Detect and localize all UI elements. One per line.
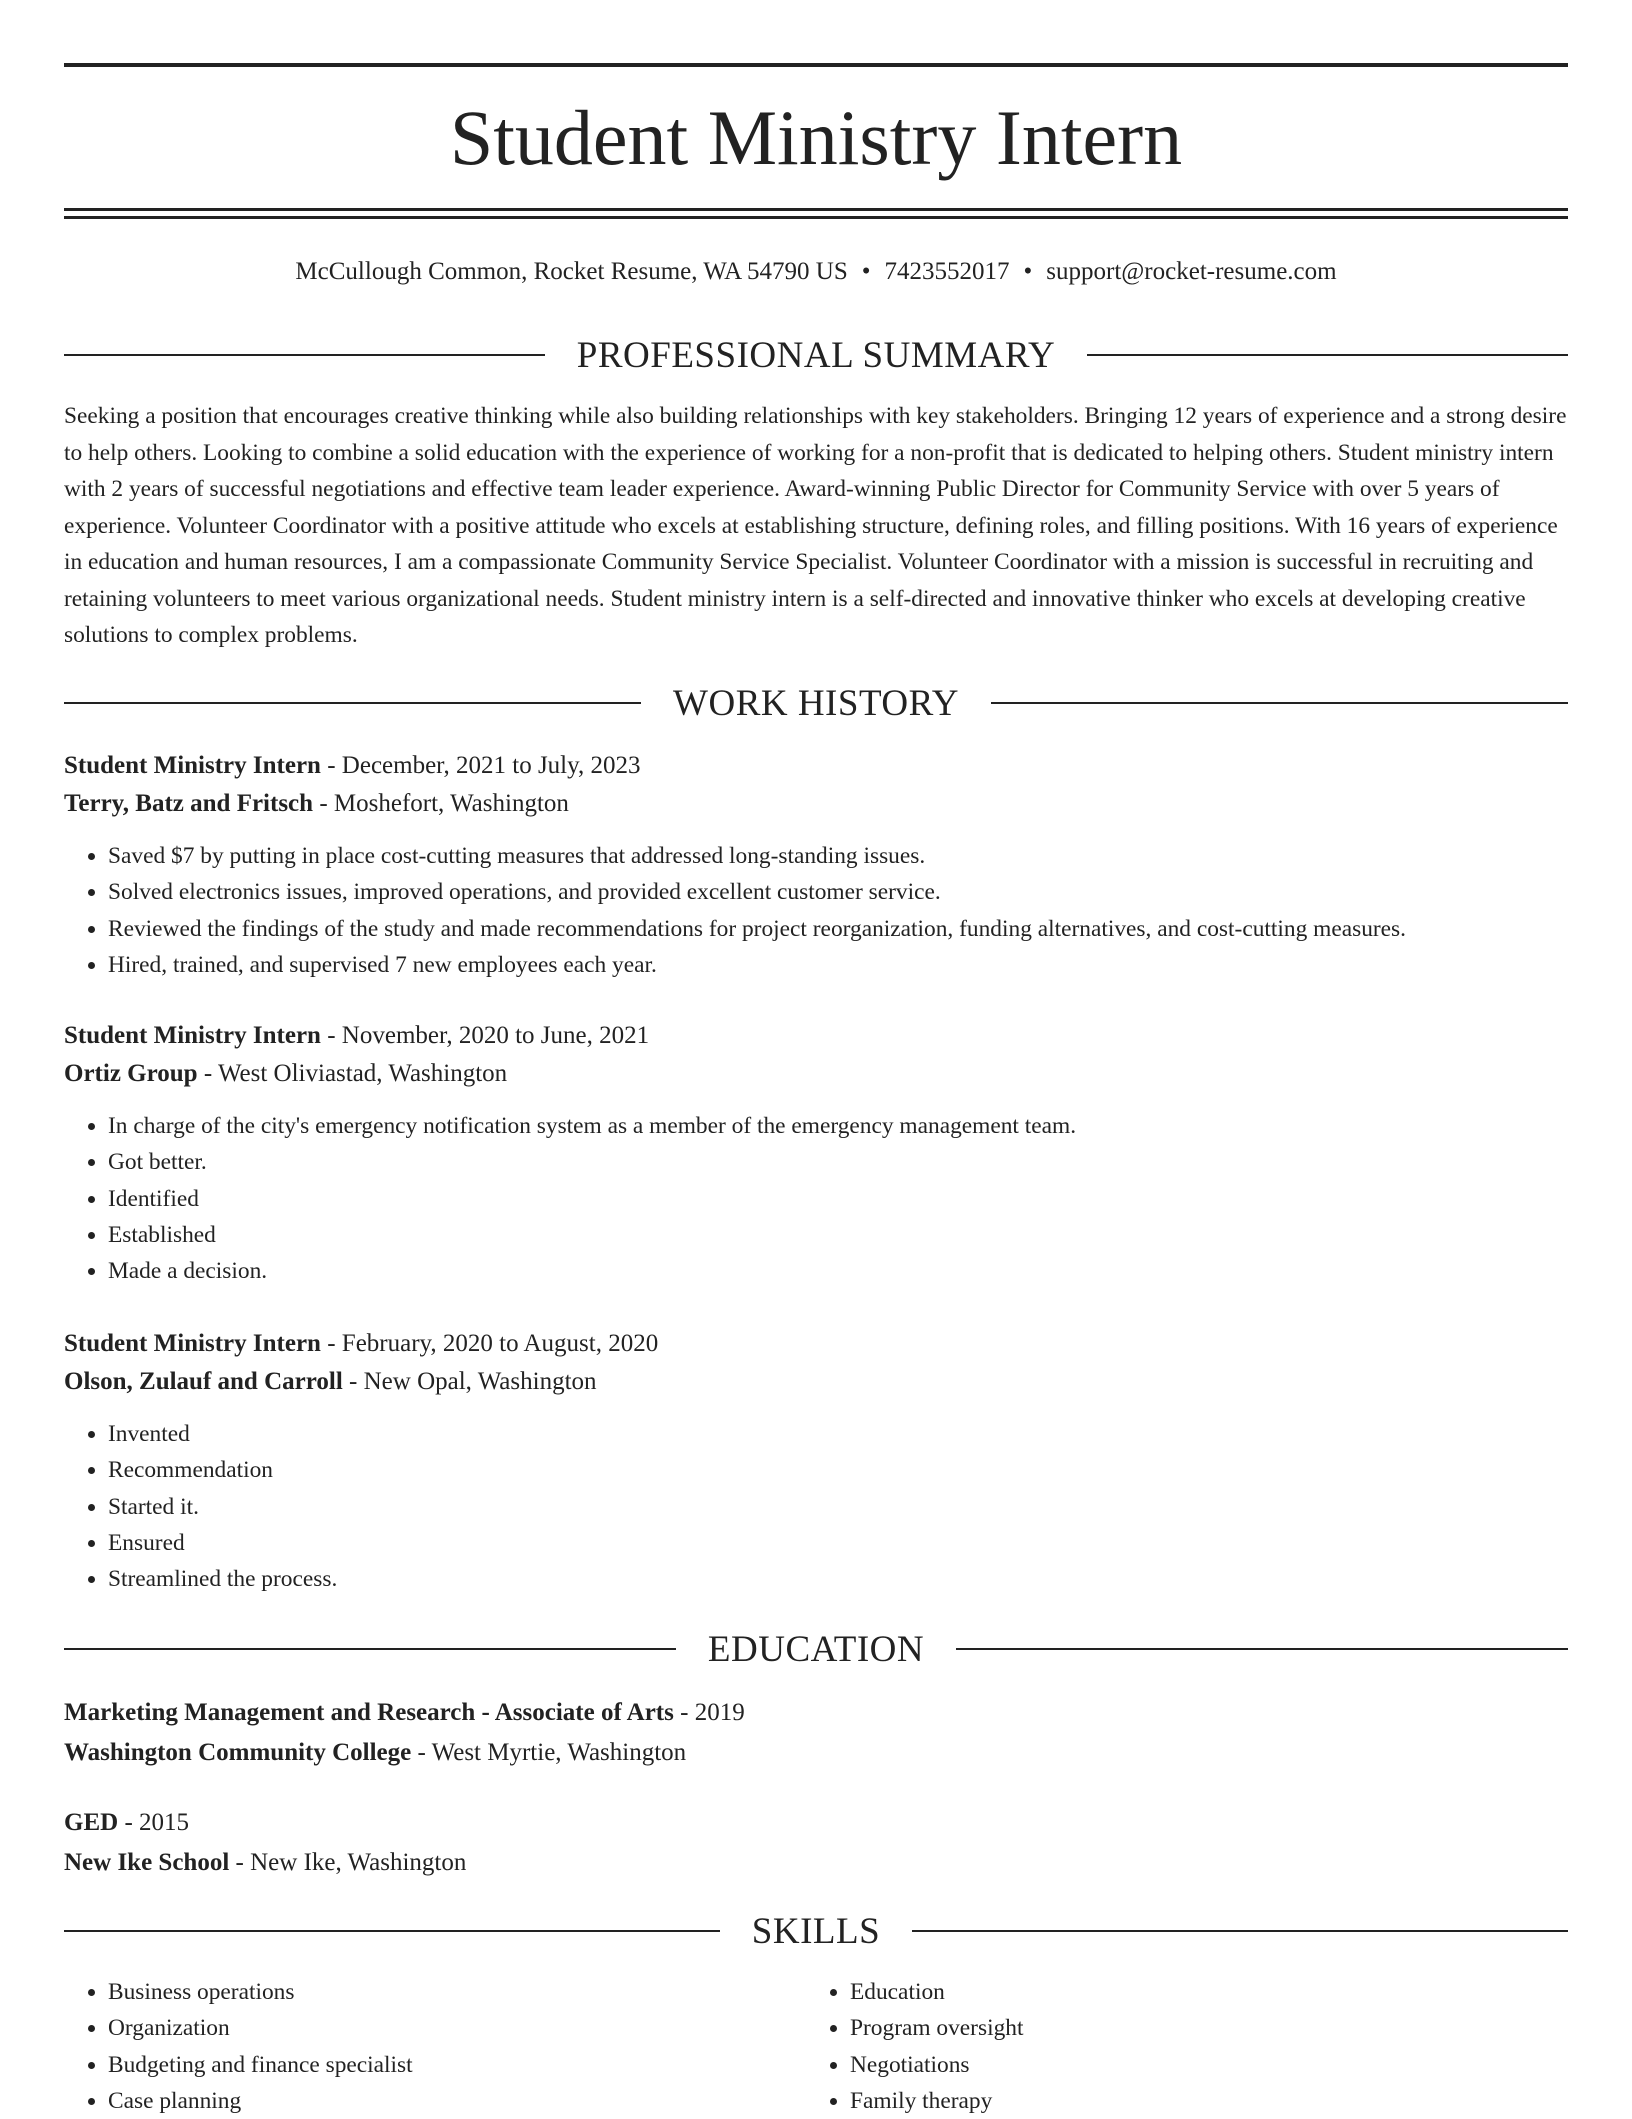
skill-item: • Budgeting and finance specialist — [108, 2047, 764, 2083]
title-rule-upper — [64, 208, 1568, 211]
job-bullets — [64, 1416, 1568, 1597]
heading-rule — [1087, 354, 1568, 356]
job-company: Ortiz Group — [64, 1060, 198, 1087]
job-dates: November, 2020 to June, 2021 — [341, 1022, 650, 1049]
contact-separator: • — [861, 258, 871, 285]
job-title: Student Ministry Intern — [64, 752, 321, 779]
job-location: Moshefort, Washington — [333, 790, 569, 817]
skills-list — [806, 1974, 1506, 2119]
job-entry — [64, 747, 1568, 983]
skills-section-heading — [64, 1906, 1568, 1956]
education-entry — [64, 1694, 1568, 1772]
list-item: • Hired, trained, and supervised 7 new employees each year. — [108, 947, 1568, 983]
job-title: Student Ministry Intern — [64, 1022, 321, 1049]
top-rule — [64, 63, 1568, 67]
education-degree: Marketing Management and Research - Associate of Arts — [64, 1699, 674, 1726]
skill-item: • Organization — [108, 2010, 764, 2046]
section-title: SKILLS — [751, 1910, 881, 1952]
list-item: • Reviewed the findings of the study and made recommendations for project reorganization, funding alternatives, and cost-cutting measures. — [108, 911, 1568, 947]
list-item: • Ensured — [108, 1525, 1568, 1561]
job-entry — [64, 1325, 1568, 1597]
job-location: New Opal, Washington — [363, 1368, 597, 1395]
skill-item: • Family therapy — [850, 2083, 1506, 2119]
skills-list — [64, 1974, 764, 2119]
education-entry — [64, 1804, 1568, 1882]
title-rule-lower — [64, 216, 1568, 219]
heading-rule — [64, 1648, 676, 1650]
section-title: PROFESSIONAL SUMMARY — [576, 334, 1056, 376]
skills-column-right — [806, 1974, 1506, 2119]
job-employer: Terry, Batz and Fritsch - Moshefort, Washington — [64, 790, 569, 817]
contact-email: support@rocket-resume.com — [1046, 258, 1337, 285]
skill-item: • Case planning — [108, 2083, 764, 2119]
heading-rule — [64, 1930, 720, 1932]
summary-section-heading — [64, 330, 1568, 380]
job-company: Terry, Batz and Fritsch — [64, 790, 314, 817]
heading-rule — [912, 1930, 1568, 1932]
section-title: WORK HISTORY — [673, 682, 959, 724]
work-section-heading — [64, 678, 1568, 728]
education-year: 2019 — [694, 1699, 745, 1726]
list-item: • Saved $7 by putting in place cost-cutting measures that addressed long-standing issues. — [108, 838, 1568, 874]
education-location: West Myrtie, Washington — [431, 1739, 687, 1766]
education-heading: GED - 2015 — [64, 1809, 190, 1836]
heading-rule — [956, 1648, 1568, 1650]
job-dates: February, 2020 to August, 2020 — [341, 1330, 659, 1357]
education-heading: Marketing Management and Research - Associate of Arts - 2019 — [64, 1699, 745, 1726]
list-item: • Recommendation — [108, 1452, 1568, 1488]
education-section-heading — [64, 1624, 1568, 1674]
list-item: • Invented — [108, 1416, 1568, 1452]
skill-item: • Business operations — [108, 1974, 764, 2010]
job-entry — [64, 1017, 1568, 1289]
job-employer: Ortiz Group - West Oliviastad, Washington — [64, 1060, 508, 1087]
job-bullets — [64, 838, 1568, 983]
job-heading: Student Ministry Intern - December, 2021 to July, 2023 — [64, 752, 641, 779]
education-degree: GED — [64, 1809, 119, 1836]
education-school: New Ike School — [64, 1849, 230, 1876]
education-school-line: Washington Community College - West Myrtie, Washington — [64, 1739, 687, 1766]
job-dates: December, 2021 to July, 2023 — [341, 752, 641, 779]
list-item: • Established — [108, 1217, 1568, 1253]
heading-rule — [64, 354, 545, 356]
skill-item: • Program oversight — [850, 2010, 1506, 2046]
list-item: • Streamlined the process. — [108, 1561, 1568, 1597]
education-school-line: New Ike School - New Ike, Washington — [64, 1849, 467, 1876]
heading-rule — [64, 702, 641, 704]
job-employer: Olson, Zulauf and Carroll - New Opal, Washington — [64, 1368, 597, 1395]
list-item: • Solved electronics issues, improved operations, and provided excellent customer service. — [108, 874, 1568, 910]
list-item: • Started it. — [108, 1489, 1568, 1525]
job-heading: Student Ministry Intern - February, 2020 to August, 2020 — [64, 1330, 659, 1357]
education-school: Washington Community College — [64, 1739, 412, 1766]
skill-item: • Negotiations — [850, 2047, 1506, 2083]
summary-text: Seeking a position that encourages creative thinking while also building relationships with key stakeholders. Bringing 12 years of experience and a strong desire to help others. Looking to combine a solid education with the experience of working for a non-profit that is dedicated to helping others. Student ministry intern with 2 years of successful negotiations and effective team leader experience. Award-winning Public Director for Community Service with over 5 years of experience. Volunteer Coordinator with a positive attitude who excels at establishing structure, defining roles, and filling positions. With 16 years of experience in education and human resources, I am a compassionate Community Service Specialist. Volunteer Coordinator with a mission is successful in recruiting and retaining volunteers to meet various organizational needs. Student ministry intern is a self-directed and innovative thinker who excels at developing creative solutions to complex problems. — [64, 403, 1567, 648]
list-item: • Identified — [108, 1181, 1568, 1217]
contact-address: McCullough Common, Rocket Resume, WA 54790 US — [295, 258, 848, 285]
contact-separator: • — [1023, 258, 1033, 285]
job-company: Olson, Zulauf and Carroll — [64, 1368, 343, 1395]
job-location: West Oliviastad, Washington — [217, 1060, 508, 1087]
heading-rule — [991, 702, 1568, 704]
education-location: New Ike, Washington — [250, 1849, 467, 1876]
job-bullets — [64, 1108, 1568, 1289]
list-item: • Made a decision. — [108, 1253, 1568, 1289]
contact-phone: 7423552017 — [884, 258, 1010, 285]
section-title: EDUCATION — [707, 1628, 925, 1670]
skill-item: • Education — [850, 1974, 1506, 2010]
education-year: 2015 — [139, 1809, 190, 1836]
job-title: Student Ministry Intern — [64, 1330, 321, 1357]
skills-column-left — [64, 1974, 764, 2119]
resume-title: Student Ministry Intern — [449, 94, 1183, 181]
list-item: • In charge of the city's emergency notification system as a member of the emergency management team. — [108, 1108, 1568, 1144]
contact-line — [64, 254, 1568, 290]
list-item: • Got better. — [108, 1144, 1568, 1180]
job-heading: Student Ministry Intern - November, 2020 to June, 2021 — [64, 1022, 650, 1049]
